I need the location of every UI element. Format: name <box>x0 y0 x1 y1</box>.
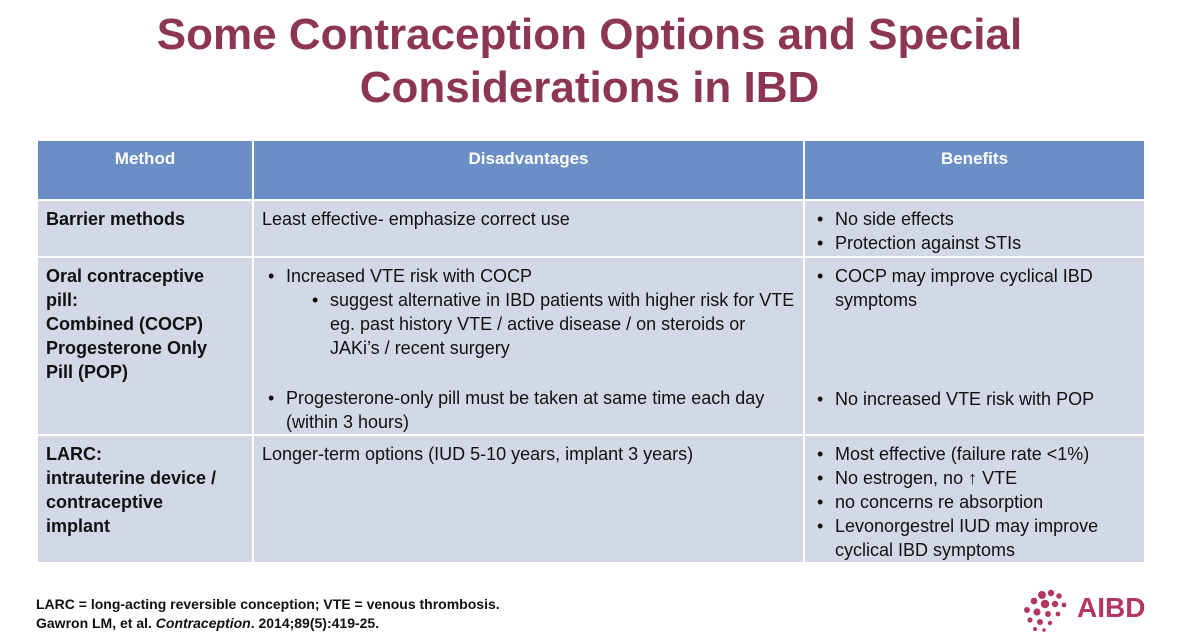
method-cell <box>37 200 253 257</box>
benefits-cell <box>804 200 1145 257</box>
benefit-item: • No side effects <box>811 207 1136 231</box>
method-line: Combined (COCP) <box>46 314 203 334</box>
method-line: Progesterone Only <box>46 338 208 358</box>
disadvantages-cell <box>253 435 804 563</box>
benefit-item: • No increased VTE risk with POP <box>811 387 1136 411</box>
header-method: Method <box>37 140 253 200</box>
disadvantage-subitem: • suggest alternative in IBD patients with higher risk for VTE eg. past history VTE / active disease / on steroids or JAKi’s / recent surgery <box>310 288 795 360</box>
table-row-oral <box>37 257 1145 435</box>
slide-title-line-2: Considerations in IBD <box>359 63 820 112</box>
method-line: Pill (POP) <box>46 362 129 382</box>
benefits-cell <box>804 435 1145 563</box>
footnote-abbreviations: LARC = long-acting reversible conception; VTE = venous thrombosis. <box>36 596 500 612</box>
table-row-larc <box>37 435 1145 563</box>
citation-journal: Contraception <box>155 615 251 631</box>
table-row-barrier <box>37 200 1145 257</box>
method-line: Barrier methods <box>46 209 186 229</box>
citation-details: . 2014;89(5):419-25. <box>250 615 380 631</box>
slide-title-line-1: Some Contraception Options and Special <box>156 10 1023 59</box>
benefits-list <box>811 264 1136 312</box>
citation-authors: Gawron LM, et al. <box>36 615 156 631</box>
method-line: LARC: <box>46 444 102 464</box>
benefit-item: • No estrogen, no ↑ VTE <box>811 466 1136 490</box>
benefits-cell <box>804 257 1145 435</box>
benefit-item: • Levonorgestrel IUD may improve cyclical IBD symptoms <box>811 514 1136 562</box>
benefits-list <box>811 442 1136 562</box>
benefit-item: • COCP may improve cyclical IBD symptoms <box>811 264 1136 312</box>
method-cell <box>37 257 253 435</box>
method-line: implant <box>46 516 111 536</box>
benefit-item: • Most effective (failure rate <1%) <box>811 442 1136 466</box>
footnote-citation <box>36 614 500 633</box>
benefit-item: • Protection against STIs <box>811 231 1136 255</box>
disadvantage-item <box>262 264 795 360</box>
table-header-row <box>37 140 1145 200</box>
header-benefits: Benefits <box>804 140 1145 200</box>
benefits-list <box>811 387 1136 411</box>
method-line: intrauterine device / <box>46 468 217 488</box>
disadvantage-text: Least effective- emphasize correct use <box>262 209 570 229</box>
disadvantages-cell <box>253 200 804 257</box>
slide-title <box>0 8 1179 114</box>
benefit-item: • no concerns re absorption <box>811 490 1136 514</box>
disadvantage-text: Longer-term options (IUD 5-10 years, implant 3 years) <box>262 444 694 464</box>
disadvantage-sublist <box>286 288 795 360</box>
disadvantages-list <box>262 386 795 434</box>
method-cell <box>37 435 253 563</box>
disadvantage-text: Increased VTE risk with COCP <box>286 266 533 286</box>
method-line: Oral contraceptive <box>46 266 205 286</box>
header-disadvantages: Disadvantages <box>253 140 804 200</box>
disadvantages-cell <box>253 257 804 435</box>
footer-notes <box>36 595 500 633</box>
contraception-table <box>36 139 1146 564</box>
benefits-list <box>811 207 1136 255</box>
disadvantages-list <box>262 264 795 360</box>
method-line: contraceptive <box>46 492 164 512</box>
disadvantage-item: • Progesterone-only pill must be taken at same time each day (within 3 hours) <box>262 386 795 434</box>
method-line: pill: <box>46 290 78 310</box>
aibd-logo-text: AIBD <box>1077 592 1146 623</box>
